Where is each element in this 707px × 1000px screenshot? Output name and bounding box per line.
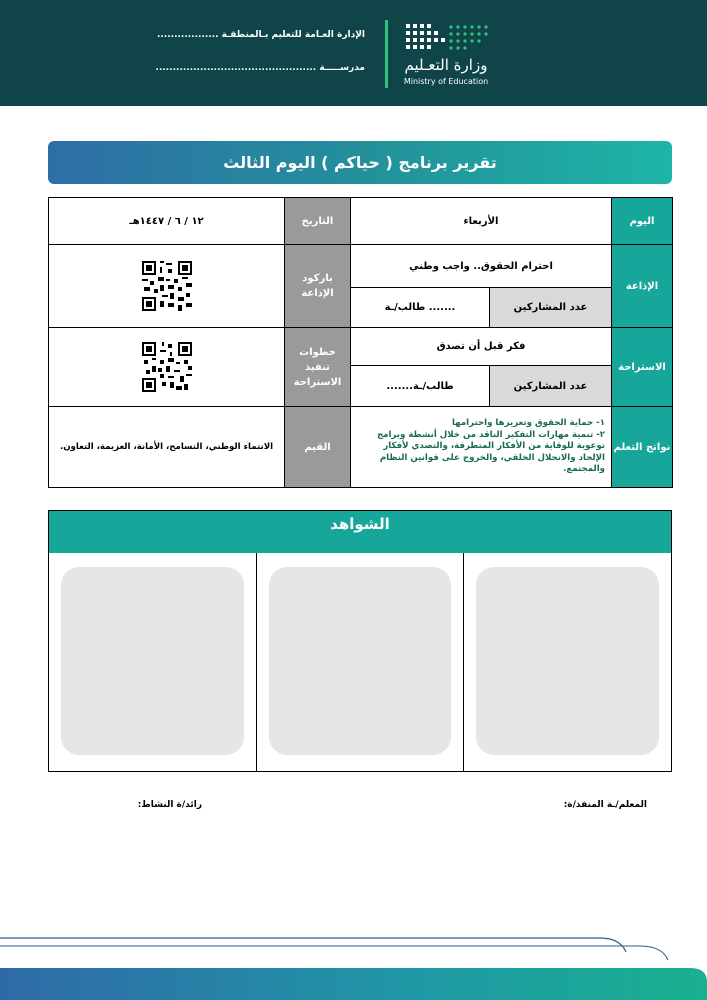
day-value: الأربعاء [351,198,612,245]
break-label: الاستراحة [612,328,673,407]
evidence-cells [49,553,671,771]
image-placeholder[interactable] [476,567,659,755]
evidence-cell [256,553,464,771]
evidence-section [48,510,672,772]
education-department-line: الإدارة العـامة للتعليم بـالمنطقـة .................. [156,30,365,40]
day-label: اليوم [612,198,673,245]
school-name-line: مدرســـــة ............................................... [155,63,365,73]
break-participants-value: طالب/ـة....... [351,366,490,407]
outcome-item: ٢- تنمية مهارات التفكير الناقد من خلال أنشطة وبرامج توعوية للوقاية من الأفكار المتطرفة، والتصدي لأفكار الإلحاد والانحلال الخلقي، والخروج على قوانين النظام والمجتمع. [376,429,605,475]
values-text: الانتماء الوطني، التسامح، الأمانة، العزيمة، التعاون. [49,407,285,488]
footer-wave-decoration [0,930,707,1000]
break-steps-label: خطوات تنفيذ الاستراحة [285,328,351,407]
broadcast-title: احترام الحقوق.. واجب وطني [351,245,612,288]
teacher-signature-label: المعلم/ـة المنفذ/ة: [563,800,647,810]
outcome-item: ١- حماية الحقوق وتعزيزها واحترامها [451,418,605,429]
ministry-logo-dots-icon [406,24,492,50]
image-placeholder[interactable] [269,567,452,755]
outcomes-label: نواتج التعلم [612,407,673,488]
values-label: القيم [285,407,351,488]
broadcast-participants-value: ....... طالب/ـة [351,288,490,328]
header-divider [385,20,388,88]
report-table [48,197,673,488]
break-qr-cell [49,328,285,407]
activity-leader-signature-label: رائد/ة النشاط: [137,800,202,810]
break-participants-label: عدد المشاركين [490,366,612,407]
report-title: تقرير برنامج ( حياكم ) اليوم الثالث [48,141,672,184]
qr-code-icon[interactable] [142,261,192,311]
evidence-cell [463,553,671,771]
evidence-title: الشواهد [49,511,671,553]
table-row [49,198,673,245]
table-row [49,407,673,488]
break-title: فكر قبل أن تصدق [351,328,612,366]
qr-code-icon[interactable] [142,342,192,392]
table-row [49,245,673,288]
ministry-name-arabic: وزارة التعـليم [404,56,488,74]
ministry-name-english: Ministry of Education [403,77,489,86]
broadcast-label: الإذاعة [612,245,673,328]
evidence-cell [49,553,256,771]
broadcast-barcode-label: باركود الإذاعة [285,245,351,328]
broadcast-qr-cell [49,245,285,328]
broadcast-participants-label: عدد المشاركين [490,288,612,328]
date-value: ١٢ / ٦ / ١٤٤٧هـ [49,198,285,245]
image-placeholder[interactable] [61,567,244,755]
table-row [49,328,673,366]
outcomes-list [351,407,612,488]
date-label: التاريخ [285,198,351,245]
page-header [0,0,707,106]
